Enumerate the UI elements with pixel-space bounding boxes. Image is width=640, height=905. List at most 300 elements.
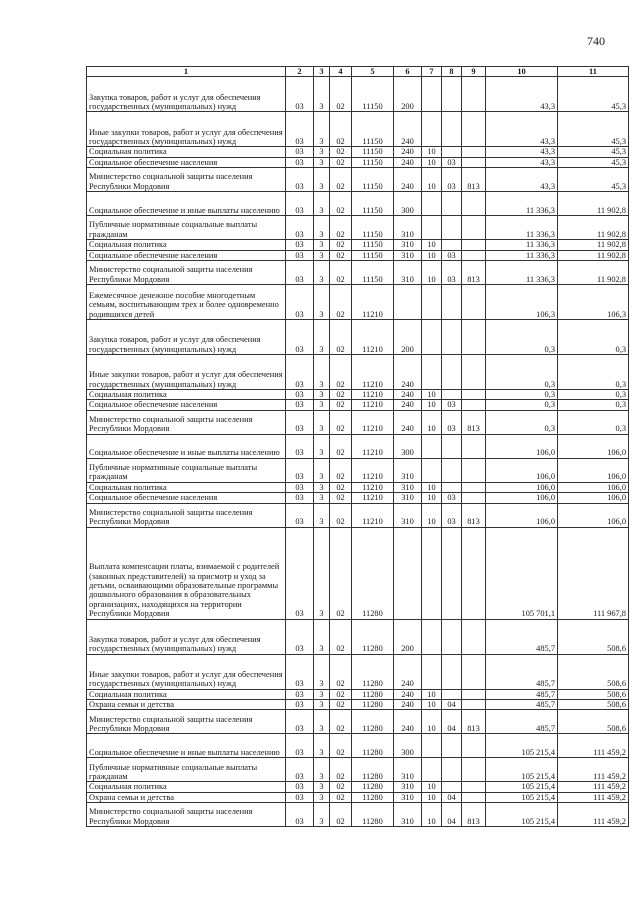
code-chapter-cell: 03 bbox=[286, 710, 314, 734]
amount-year-2-cell: 111 459,2 bbox=[558, 782, 629, 792]
code-direction-cell: 11210 bbox=[352, 400, 394, 410]
code-program-cell: 3 bbox=[314, 250, 330, 260]
code-program-cell: 3 bbox=[314, 527, 330, 619]
name-cell: Иные закупки товаров, работ и услуг для обеспечения государственных (муниципальных) нужд bbox=[87, 654, 286, 689]
code-expense-type-cell: 240 bbox=[394, 355, 422, 390]
name-cell: Социальная политика bbox=[87, 482, 286, 492]
column-header-11: 11 bbox=[558, 67, 629, 77]
code-section-cell: 10 bbox=[422, 261, 442, 285]
amount-year-1-cell: 485,7 bbox=[486, 700, 558, 710]
code-direction-cell: 11280 bbox=[352, 792, 394, 802]
code-subsection-cell bbox=[442, 112, 462, 147]
code-subsection-cell bbox=[442, 285, 462, 320]
code-program-cell: 3 bbox=[314, 320, 330, 355]
amount-year-1-cell: 0,3 bbox=[486, 355, 558, 390]
name-cell: Социальное обеспечение населения bbox=[87, 157, 286, 167]
code-section-cell bbox=[422, 527, 442, 619]
table-row bbox=[87, 503, 629, 527]
table-row bbox=[87, 112, 629, 147]
column-header-3: 3 bbox=[314, 67, 330, 77]
amount-year-1-cell: 11 336,3 bbox=[486, 261, 558, 285]
budget-table bbox=[86, 66, 629, 827]
code-chapter-cell: 03 bbox=[286, 700, 314, 710]
code-section-cell: 10 bbox=[422, 400, 442, 410]
code-direction-cell: 11210 bbox=[352, 355, 394, 390]
code-program-cell: 3 bbox=[314, 216, 330, 240]
code-subsection-cell bbox=[442, 734, 462, 758]
name-cell: Закупка товаров, работ и услуг для обеспечения государственных (муниципальных) нужд bbox=[87, 77, 286, 112]
code-program-cell: 3 bbox=[314, 482, 330, 492]
code-ministry-cell bbox=[462, 390, 486, 400]
amount-year-2-cell: 45,3 bbox=[558, 77, 629, 112]
code-section-cell bbox=[422, 192, 442, 216]
code-direction-cell: 11210 bbox=[352, 390, 394, 400]
code-subsection-cell bbox=[442, 758, 462, 782]
column-header-5: 5 bbox=[352, 67, 394, 77]
table-row bbox=[87, 654, 629, 689]
code-subsection-cell: 03 bbox=[442, 410, 462, 434]
amount-year-2-cell: 45,3 bbox=[558, 157, 629, 167]
code-ministry-cell bbox=[462, 147, 486, 157]
code-expense-type-cell: 240 bbox=[394, 400, 422, 410]
table-row bbox=[87, 77, 629, 112]
code-program-cell: 3 bbox=[314, 410, 330, 434]
code-subprogram-cell: 02 bbox=[330, 654, 352, 689]
name-cell: Социальное обеспечение и иные выплаты населению bbox=[87, 192, 286, 216]
code-section-cell bbox=[422, 285, 442, 320]
table-row bbox=[87, 240, 629, 250]
code-section-cell bbox=[422, 458, 442, 482]
table-row bbox=[87, 192, 629, 216]
amount-year-1-cell: 106,3 bbox=[486, 285, 558, 320]
name-cell: Министерство социальной защиты населения Республики Мордовия bbox=[87, 410, 286, 434]
code-expense-type-cell: 310 bbox=[394, 803, 422, 827]
code-program-cell: 3 bbox=[314, 803, 330, 827]
code-chapter-cell: 03 bbox=[286, 355, 314, 390]
code-subsection-cell bbox=[442, 390, 462, 400]
code-direction-cell: 11280 bbox=[352, 710, 394, 734]
code-ministry-cell bbox=[462, 700, 486, 710]
amount-year-1-cell: 43,3 bbox=[486, 157, 558, 167]
code-section-cell: 10 bbox=[422, 168, 442, 192]
code-expense-type-cell: 240 bbox=[394, 390, 422, 400]
code-program-cell: 3 bbox=[314, 261, 330, 285]
code-program-cell: 3 bbox=[314, 758, 330, 782]
code-subprogram-cell: 02 bbox=[330, 400, 352, 410]
column-header-1: 1 bbox=[87, 67, 286, 77]
amount-year-2-cell: 508,6 bbox=[558, 619, 629, 654]
code-section-cell bbox=[422, 734, 442, 758]
table-row bbox=[87, 792, 629, 802]
code-expense-type-cell: 310 bbox=[394, 250, 422, 260]
amount-year-2-cell: 11 902,8 bbox=[558, 192, 629, 216]
amount-year-1-cell: 485,7 bbox=[486, 654, 558, 689]
name-cell: Социальное обеспечение населения bbox=[87, 493, 286, 503]
amount-year-1-cell: 0,3 bbox=[486, 410, 558, 434]
code-section-cell bbox=[422, 654, 442, 689]
code-subsection-cell: 03 bbox=[442, 168, 462, 192]
code-ministry-cell bbox=[462, 527, 486, 619]
code-chapter-cell: 03 bbox=[286, 458, 314, 482]
code-ministry-cell: 813 bbox=[462, 168, 486, 192]
table-row bbox=[87, 710, 629, 734]
code-expense-type-cell: 240 bbox=[394, 410, 422, 434]
code-subsection-cell bbox=[442, 320, 462, 355]
table-row bbox=[87, 482, 629, 492]
code-direction-cell: 11210 bbox=[352, 320, 394, 355]
code-subsection-cell bbox=[442, 689, 462, 699]
code-ministry-cell bbox=[462, 689, 486, 699]
code-chapter-cell: 03 bbox=[286, 261, 314, 285]
code-ministry-cell bbox=[462, 482, 486, 492]
code-direction-cell: 11210 bbox=[352, 482, 394, 492]
code-expense-type-cell: 310 bbox=[394, 758, 422, 782]
code-section-cell: 10 bbox=[422, 792, 442, 802]
amount-year-1-cell: 105 215,4 bbox=[486, 734, 558, 758]
code-subprogram-cell: 02 bbox=[330, 216, 352, 240]
code-subprogram-cell: 02 bbox=[330, 112, 352, 147]
table-row bbox=[87, 390, 629, 400]
code-direction-cell: 11280 bbox=[352, 527, 394, 619]
table-row bbox=[87, 527, 629, 619]
name-cell: Министерство социальной защиты населения Республики Мордовия bbox=[87, 168, 286, 192]
code-expense-type-cell: 240 bbox=[394, 147, 422, 157]
code-subprogram-cell: 02 bbox=[330, 803, 352, 827]
code-expense-type-cell: 300 bbox=[394, 192, 422, 216]
code-subsection-cell: 04 bbox=[442, 700, 462, 710]
code-subprogram-cell: 02 bbox=[330, 792, 352, 802]
table-row bbox=[87, 320, 629, 355]
code-direction-cell: 11210 bbox=[352, 434, 394, 458]
code-chapter-cell: 03 bbox=[286, 758, 314, 782]
name-cell: Социальная политика bbox=[87, 147, 286, 157]
column-header-7: 7 bbox=[422, 67, 442, 77]
code-chapter-cell: 03 bbox=[286, 434, 314, 458]
code-subsection-cell: 03 bbox=[442, 503, 462, 527]
name-cell: Социальное обеспечение и иные выплаты населению bbox=[87, 734, 286, 758]
code-program-cell: 3 bbox=[314, 700, 330, 710]
amount-year-1-cell: 106,0 bbox=[486, 493, 558, 503]
code-expense-type-cell: 240 bbox=[394, 654, 422, 689]
code-program-cell: 3 bbox=[314, 619, 330, 654]
code-chapter-cell: 03 bbox=[286, 250, 314, 260]
amount-year-1-cell: 105 215,4 bbox=[486, 792, 558, 802]
code-program-cell: 3 bbox=[314, 168, 330, 192]
code-direction-cell: 11210 bbox=[352, 503, 394, 527]
amount-year-2-cell: 106,0 bbox=[558, 458, 629, 482]
code-subsection-cell: 04 bbox=[442, 792, 462, 802]
code-expense-type-cell: 310 bbox=[394, 503, 422, 527]
code-ministry-cell: 813 bbox=[462, 503, 486, 527]
code-direction-cell: 11280 bbox=[352, 689, 394, 699]
column-header-4: 4 bbox=[330, 67, 352, 77]
code-expense-type-cell: 300 bbox=[394, 734, 422, 758]
table-row bbox=[87, 216, 629, 240]
code-subprogram-cell: 02 bbox=[330, 734, 352, 758]
name-cell: Закупка товаров, работ и услуг для обеспечения государственных (муниципальных) нужд bbox=[87, 320, 286, 355]
code-expense-type-cell: 240 bbox=[394, 689, 422, 699]
code-expense-type-cell: 200 bbox=[394, 619, 422, 654]
amount-year-2-cell: 106,0 bbox=[558, 434, 629, 458]
code-subprogram-cell: 02 bbox=[330, 503, 352, 527]
code-subprogram-cell: 02 bbox=[330, 493, 352, 503]
code-expense-type-cell: 240 bbox=[394, 700, 422, 710]
code-chapter-cell: 03 bbox=[286, 493, 314, 503]
amount-year-2-cell: 106,0 bbox=[558, 503, 629, 527]
code-expense-type-cell: 240 bbox=[394, 168, 422, 192]
name-cell: Охрана семьи и детства bbox=[87, 792, 286, 802]
code-subsection-cell: 04 bbox=[442, 803, 462, 827]
amount-year-2-cell: 11 902,8 bbox=[558, 240, 629, 250]
amount-year-1-cell: 106,0 bbox=[486, 503, 558, 527]
code-program-cell: 3 bbox=[314, 434, 330, 458]
code-program-cell: 3 bbox=[314, 782, 330, 792]
code-expense-type-cell: 310 bbox=[394, 493, 422, 503]
name-cell: Социальная политика bbox=[87, 689, 286, 699]
code-ministry-cell bbox=[462, 654, 486, 689]
code-section-cell bbox=[422, 77, 442, 112]
table-row bbox=[87, 168, 629, 192]
code-chapter-cell: 03 bbox=[286, 390, 314, 400]
code-expense-type-cell: 310 bbox=[394, 261, 422, 285]
code-chapter-cell: 03 bbox=[286, 77, 314, 112]
amount-year-1-cell: 0,3 bbox=[486, 400, 558, 410]
code-subprogram-cell: 02 bbox=[330, 355, 352, 390]
amount-year-2-cell: 11 902,8 bbox=[558, 250, 629, 260]
code-chapter-cell: 03 bbox=[286, 619, 314, 654]
code-section-cell bbox=[422, 758, 442, 782]
code-subsection-cell bbox=[442, 482, 462, 492]
column-header-8: 8 bbox=[442, 67, 462, 77]
code-section-cell bbox=[422, 434, 442, 458]
table-row bbox=[87, 285, 629, 320]
code-direction-cell: 11150 bbox=[352, 261, 394, 285]
amount-year-1-cell: 11 336,3 bbox=[486, 192, 558, 216]
code-section-cell: 10 bbox=[422, 250, 442, 260]
code-direction-cell: 11150 bbox=[352, 77, 394, 112]
code-direction-cell: 11150 bbox=[352, 147, 394, 157]
name-cell: Социальное обеспечение населения bbox=[87, 400, 286, 410]
code-program-cell: 3 bbox=[314, 240, 330, 250]
name-cell: Социальная политика bbox=[87, 240, 286, 250]
code-chapter-cell: 03 bbox=[286, 285, 314, 320]
table-row bbox=[87, 434, 629, 458]
code-subsection-cell bbox=[442, 527, 462, 619]
code-expense-type-cell: 300 bbox=[394, 434, 422, 458]
table-row bbox=[87, 250, 629, 260]
amount-year-2-cell: 0,3 bbox=[558, 390, 629, 400]
code-subprogram-cell: 02 bbox=[330, 434, 352, 458]
page-number: 740 bbox=[587, 34, 605, 48]
amount-year-1-cell: 43,3 bbox=[486, 77, 558, 112]
code-subsection-cell bbox=[442, 782, 462, 792]
name-cell: Охрана семьи и детства bbox=[87, 700, 286, 710]
code-subprogram-cell: 02 bbox=[330, 240, 352, 250]
code-chapter-cell: 03 bbox=[286, 320, 314, 355]
code-chapter-cell: 03 bbox=[286, 803, 314, 827]
code-expense-type-cell: 240 bbox=[394, 710, 422, 734]
code-section-cell: 10 bbox=[422, 240, 442, 250]
code-section-cell: 10 bbox=[422, 157, 442, 167]
code-direction-cell: 11280 bbox=[352, 700, 394, 710]
code-section-cell: 10 bbox=[422, 803, 442, 827]
amount-year-1-cell: 11 336,3 bbox=[486, 216, 558, 240]
amount-year-1-cell: 105 701,1 bbox=[486, 527, 558, 619]
code-direction-cell: 11210 bbox=[352, 410, 394, 434]
code-program-cell: 3 bbox=[314, 503, 330, 527]
amount-year-1-cell: 485,7 bbox=[486, 619, 558, 654]
code-ministry-cell bbox=[462, 216, 486, 240]
table-row bbox=[87, 458, 629, 482]
code-subprogram-cell: 02 bbox=[330, 482, 352, 492]
code-chapter-cell: 03 bbox=[286, 482, 314, 492]
code-direction-cell: 11280 bbox=[352, 782, 394, 792]
amount-year-2-cell: 0,3 bbox=[558, 410, 629, 434]
code-subprogram-cell: 02 bbox=[330, 320, 352, 355]
code-ministry-cell bbox=[462, 112, 486, 147]
code-ministry-cell bbox=[462, 192, 486, 216]
code-chapter-cell: 03 bbox=[286, 734, 314, 758]
code-subsection-cell: 04 bbox=[442, 710, 462, 734]
amount-year-1-cell: 485,7 bbox=[486, 710, 558, 734]
amount-year-2-cell: 508,6 bbox=[558, 654, 629, 689]
amount-year-2-cell: 11 902,8 bbox=[558, 216, 629, 240]
column-header-10: 10 bbox=[486, 67, 558, 77]
code-direction-cell: 11150 bbox=[352, 250, 394, 260]
name-cell: Социальная политика bbox=[87, 782, 286, 792]
code-section-cell bbox=[422, 619, 442, 654]
code-subsection-cell: 03 bbox=[442, 400, 462, 410]
code-direction-cell: 11210 bbox=[352, 493, 394, 503]
amount-year-1-cell: 43,3 bbox=[486, 112, 558, 147]
code-ministry-cell bbox=[462, 320, 486, 355]
amount-year-2-cell: 45,3 bbox=[558, 147, 629, 157]
name-cell: Министерство социальной защиты населения Республики Мордовия bbox=[87, 261, 286, 285]
code-section-cell: 10 bbox=[422, 390, 442, 400]
code-program-cell: 3 bbox=[314, 710, 330, 734]
code-direction-cell: 11210 bbox=[352, 458, 394, 482]
amount-year-1-cell: 106,0 bbox=[486, 434, 558, 458]
code-program-cell: 3 bbox=[314, 390, 330, 400]
code-program-cell: 3 bbox=[314, 285, 330, 320]
amount-year-1-cell: 43,3 bbox=[486, 168, 558, 192]
table-row bbox=[87, 803, 629, 827]
code-chapter-cell: 03 bbox=[286, 654, 314, 689]
name-cell: Социальное обеспечение и иные выплаты населению bbox=[87, 434, 286, 458]
code-subsection-cell bbox=[442, 192, 462, 216]
table-row bbox=[87, 493, 629, 503]
code-expense-type-cell: 310 bbox=[394, 782, 422, 792]
table-row bbox=[87, 147, 629, 157]
code-program-cell: 3 bbox=[314, 157, 330, 167]
code-section-cell bbox=[422, 320, 442, 355]
code-ministry-cell bbox=[462, 355, 486, 390]
code-program-cell: 3 bbox=[314, 400, 330, 410]
name-cell: Публичные нормативные социальные выплаты гражданам bbox=[87, 758, 286, 782]
code-direction-cell: 11210 bbox=[352, 285, 394, 320]
code-chapter-cell: 03 bbox=[286, 147, 314, 157]
code-expense-type-cell: 200 bbox=[394, 320, 422, 355]
code-section-cell: 10 bbox=[422, 700, 442, 710]
code-chapter-cell: 03 bbox=[286, 782, 314, 792]
header-row bbox=[87, 67, 629, 77]
code-subprogram-cell: 02 bbox=[330, 710, 352, 734]
amount-year-2-cell: 508,6 bbox=[558, 710, 629, 734]
code-chapter-cell: 03 bbox=[286, 168, 314, 192]
code-expense-type-cell: 310 bbox=[394, 458, 422, 482]
table-row bbox=[87, 355, 629, 390]
amount-year-1-cell: 106,0 bbox=[486, 458, 558, 482]
code-program-cell: 3 bbox=[314, 355, 330, 390]
code-program-cell: 3 bbox=[314, 689, 330, 699]
amount-year-1-cell: 0,3 bbox=[486, 320, 558, 355]
code-subprogram-cell: 02 bbox=[330, 390, 352, 400]
code-program-cell: 3 bbox=[314, 77, 330, 112]
name-cell: Иные закупки товаров, работ и услуг для обеспечения государственных (муниципальных) нужд bbox=[87, 355, 286, 390]
code-direction-cell: 11280 bbox=[352, 758, 394, 782]
code-direction-cell: 11280 bbox=[352, 654, 394, 689]
code-program-cell: 3 bbox=[314, 112, 330, 147]
code-expense-type-cell: 200 bbox=[394, 77, 422, 112]
code-chapter-cell: 03 bbox=[286, 410, 314, 434]
code-expense-type-cell: 240 bbox=[394, 112, 422, 147]
table-row bbox=[87, 619, 629, 654]
table-row bbox=[87, 410, 629, 434]
code-program-cell: 3 bbox=[314, 192, 330, 216]
code-expense-type-cell bbox=[394, 527, 422, 619]
table-body bbox=[87, 77, 629, 827]
table-row bbox=[87, 400, 629, 410]
code-chapter-cell: 03 bbox=[286, 689, 314, 699]
code-chapter-cell: 03 bbox=[286, 192, 314, 216]
code-subsection-cell bbox=[442, 458, 462, 482]
amount-year-2-cell: 111 459,2 bbox=[558, 803, 629, 827]
code-chapter-cell: 03 bbox=[286, 157, 314, 167]
code-subsection-cell: 03 bbox=[442, 157, 462, 167]
code-subsection-cell bbox=[442, 434, 462, 458]
code-subsection-cell bbox=[442, 216, 462, 240]
code-chapter-cell: 03 bbox=[286, 792, 314, 802]
amount-year-1-cell: 106,0 bbox=[486, 482, 558, 492]
code-expense-type-cell: 240 bbox=[394, 157, 422, 167]
name-cell: Социальное обеспечение населения bbox=[87, 250, 286, 260]
code-subsection-cell: 03 bbox=[442, 250, 462, 260]
code-subprogram-cell: 02 bbox=[330, 250, 352, 260]
code-chapter-cell: 03 bbox=[286, 527, 314, 619]
code-subprogram-cell: 02 bbox=[330, 619, 352, 654]
code-chapter-cell: 03 bbox=[286, 400, 314, 410]
code-program-cell: 3 bbox=[314, 734, 330, 758]
code-subprogram-cell: 02 bbox=[330, 285, 352, 320]
code-subprogram-cell: 02 bbox=[330, 168, 352, 192]
code-subsection-cell bbox=[442, 355, 462, 390]
code-chapter-cell: 03 bbox=[286, 216, 314, 240]
code-ministry-cell bbox=[462, 734, 486, 758]
code-program-cell: 3 bbox=[314, 147, 330, 157]
name-cell: Ежемесячное денежное пособие многодетным семьям, воспитывающим трех и более одновременно родившихся детей bbox=[87, 285, 286, 320]
amount-year-2-cell: 106,0 bbox=[558, 482, 629, 492]
code-direction-cell: 11150 bbox=[352, 168, 394, 192]
code-subsection-cell bbox=[442, 147, 462, 157]
code-subsection-cell bbox=[442, 654, 462, 689]
code-direction-cell: 11280 bbox=[352, 619, 394, 654]
code-subprogram-cell: 02 bbox=[330, 782, 352, 792]
code-program-cell: 3 bbox=[314, 792, 330, 802]
amount-year-2-cell: 111 459,2 bbox=[558, 758, 629, 782]
code-section-cell: 10 bbox=[422, 782, 442, 792]
code-ministry-cell: 813 bbox=[462, 710, 486, 734]
table-row bbox=[87, 157, 629, 167]
